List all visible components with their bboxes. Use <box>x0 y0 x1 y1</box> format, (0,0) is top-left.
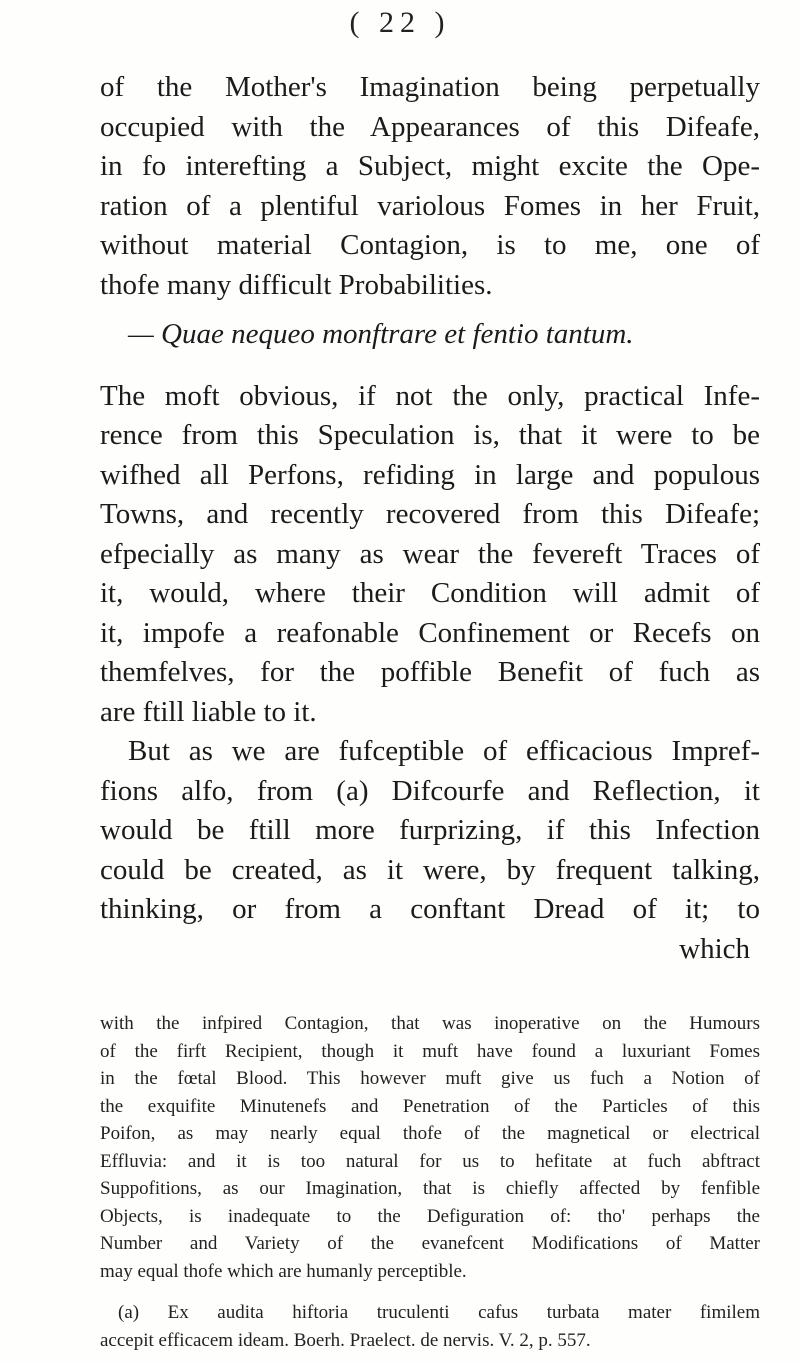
text-line: fions alfo, from (a) Difcourfe and Reflection, it <box>100 774 760 807</box>
text-line: themfelves, for the poffible Benefit of fuch as <box>100 656 760 688</box>
text-line: occupied with the Appearances of this Difeafe, <box>100 110 760 143</box>
text-line: efpecially as many as wear the fevereft Traces of <box>100 537 760 570</box>
footnote-line: the exquifite Minutenefs and Penetration of the Particles of this <box>100 1095 760 1117</box>
text-line: wifhed all Perfons, refiding in large and populous <box>100 458 760 491</box>
text-line: could be created, as it were, by frequent talking, <box>100 853 760 886</box>
text-line: are ftill liable to it. <box>100 695 317 728</box>
footnotes-block <box>100 1010 760 1354</box>
catchword: which <box>679 932 750 965</box>
footnote-line: Objects, is inadequate to the Defiguration of: tho' perhaps the <box>100 1205 760 1227</box>
main-text-block <box>100 68 760 969</box>
footnote-line: Suppofitions, as our Imagination, that is chiefly affected by fenfible <box>100 1178 760 1199</box>
text-line: of the Mother's Imagination being perpetually <box>100 71 760 103</box>
footnote-line: may equal thofe which are humanly perceptible. <box>100 1260 467 1282</box>
footnote-line: Number and Variety of the evanefcent Modifications of Matter <box>100 1233 760 1254</box>
footnote-a-line: accepit efficacem ideam. Boerh. Praelect. de nervis. V. 2, p. 557. <box>100 1329 591 1351</box>
footnote-line: of the firft Recipient, though it muft have found a luxuriant Fomes <box>100 1040 760 1062</box>
footnote-spacer <box>100 1285 760 1299</box>
footnote-line: Effluvia: and it is too natural for us to hefitate at fuch abftract <box>100 1150 760 1172</box>
text-line: it, impofe a reafonable Confinement or Recefs on <box>100 616 760 649</box>
text-line: without material Contagion, is to me, one of <box>100 229 760 261</box>
text-line: thinking, or from a conftant Dread of it; to <box>100 893 760 925</box>
text-line: Towns, and recently recovered from this Difeafe; <box>100 498 760 530</box>
footnote-line: with the infpired Contagion, that was inoperative on the Humours <box>100 1013 760 1034</box>
text-line: would be ftill more furprizing, if this Infection <box>100 814 760 846</box>
footnote-line: Poifon, as may nearly equal thofe of the magnetical or electrical <box>100 1123 760 1144</box>
text-line: in fo interefting a Subject, might excite the Ope- <box>100 150 760 182</box>
text-line: rence from this Speculation is, that it were to be <box>100 419 760 451</box>
text-line: But as we are fufceptible of efficacious Impref- <box>128 735 760 767</box>
text-line: The moft obvious, if not the only, practical Infe- <box>100 379 760 412</box>
text-line: it, would, where their Condition will admit of <box>100 577 760 609</box>
latin-quotation: — Quae nequeo monftrare et fentio tantum. <box>128 318 634 350</box>
page-number: ( 22 ) <box>349 6 451 39</box>
text-line: thofe many difficult Probabilities. <box>100 268 493 301</box>
footnote-line: in the fœtal Blood. This however muft give us fuch a Notion of <box>100 1068 760 1089</box>
footnote-a-line: (a) Ex audita hiftoria truculenti cafus turbata mater fimilem <box>118 1302 760 1323</box>
text-line: ration of a plentiful variolous Fomes in her Fruit, <box>100 189 760 222</box>
